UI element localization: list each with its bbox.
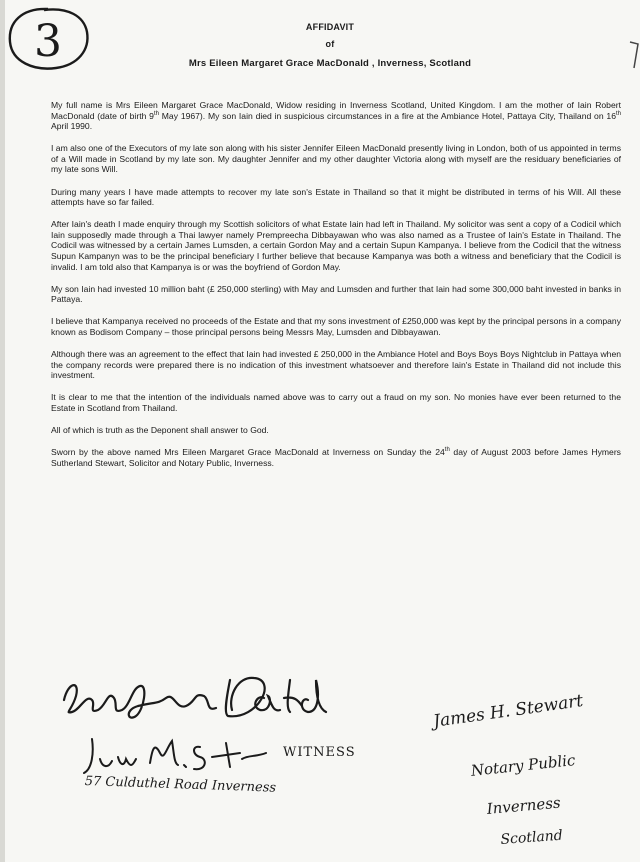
notary-country: Scotland — [500, 827, 564, 848]
witness-signature — [80, 733, 280, 779]
circled-number-text: 3 — [34, 16, 62, 67]
deponent-heading: Mrs Eileen Margaret Grace MacDonald , Inverness, Scotland — [188, 58, 472, 69]
paragraph-investment: My son Iain had invested 10 million baht (£ 250,000 sterling) with May and Lumsden and further that Iain had some 300,000 baht invested in banks in Pattaya. — [51, 283, 621, 305]
paragraph-fraud: It is clear to me that the intention of the individuals named above was to carry out a fraud on my son. No monies have ever been returned to the Estate in Scotland from Thailand. — [51, 392, 621, 413]
notary-title: Notary Public — [470, 751, 577, 780]
deponent-signature — [58, 670, 368, 728]
affidavit-title: AFFIDAVIT — [305, 22, 355, 32]
paragraph-executors: I am also one of the Executors of my late son along with his sister Jennifer Eileen MacDonald presently living in London, both of us appointed in terms of a Will made in Scotland by my late son. My daughter Jennifer and my other daughter Victoria along with myself are the residuary beneficiaries of my late sons Will. — [51, 143, 621, 175]
notary-signature: James H. Stewart — [432, 690, 585, 732]
witness-label: WITNESS — [283, 745, 356, 760]
paragraph-sworn: Sworn by the above named Mrs Eileen Margaret Grace MacDonald at Inverness on Sunday the 24th day of August 2003 before James Hymers Sutherland Stewart, Solicitor and Notary Public, Inverness. — [51, 447, 621, 468]
paragraph-codicil: After Iain's death I made enquiry through my Scottish solicitors of what Estate Iain had left in Thailand. My solicitor was sent a copy of a Codicil which Iain supposedly made through a Thai lawyer namely Prempreecha Dibbayawan who was also named as a Trustee of Iain's Estate in Thailand. The Codicil was witnessed by a certain James Lumsden, a certain Gordon May and a certain Supun Kampanya. I believe from the Codicil that the witness Supun Kampanyn was to be the principal beneficiary I further believe that because Kampanya was both a witness and beneficiary that the Codicil is invalid. I am told also that Kampanya is or was the boyfriend of Gordon May. — [51, 219, 621, 272]
witness-address: 57 Culduthel Road Inverness — [84, 774, 277, 796]
affidavit-of: of — [325, 39, 335, 49]
paragraph-truth: All of which is truth as the Deponent shall answer to God. — [51, 425, 269, 436]
notary-city: Inverness — [486, 793, 562, 818]
paragraph-attempts: During many years I have made attempts to recover my late son's Estate in Thailand so that it might be distributed in terms of his Will. All these attempts have so far failed. — [51, 186, 621, 208]
paragraph-proceeds: I believe that Kampanya received no proceeds of the Estate and that my sons investment of £250,000 was kept by the principal persons in a company known as Bodisom Company – those principal persons being Messrs May, Lumsden and Dibbayawan. — [51, 316, 621, 337]
scan-edge — [0, 0, 5, 862]
paragraph-identity: My full name is Mrs Eileen Margaret Grace MacDonald, Widow residing in Inverness Scotland, United Kingdom. I am the mother of Iain Robert MacDonald (date of birth 9th May 1967). My son Iain died in suspicious circumstances in a fire at the Ambiance Hotel, Pattaya City, Thailand on 16th April 1990. — [51, 100, 621, 132]
paragraph-agreement: Although there was an agreement to the effect that Iain had invested £ 250,000 in the Ambiance Hotel and Boys Boys Boys Nightclub in Pattaya when the company records were prepared there is no indication of this investment whatsoever and therefore Iain's Estate in Thailand did not include this investment. — [51, 349, 621, 381]
affidavit-body — [51, 100, 621, 480]
